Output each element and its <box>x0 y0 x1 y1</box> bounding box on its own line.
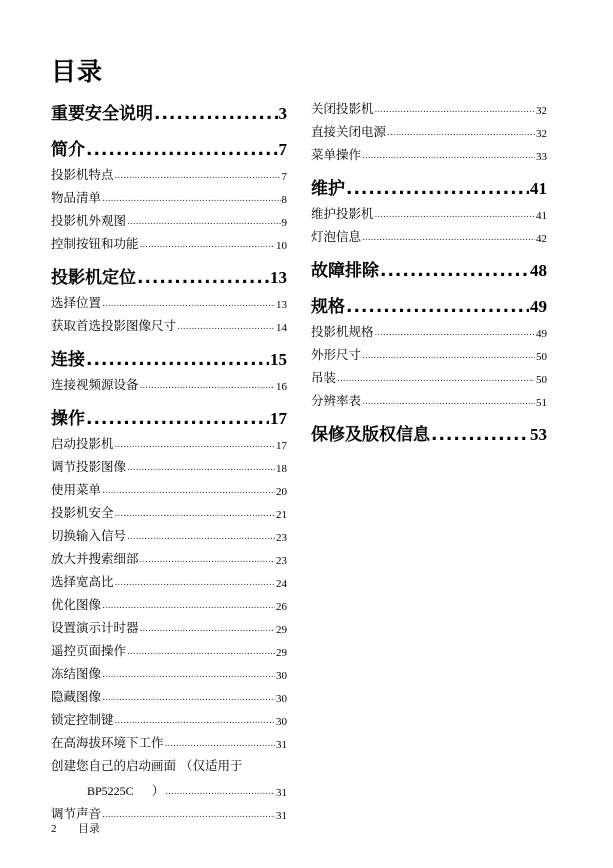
toc-section-entry[interactable] <box>51 475 287 498</box>
toc-entry-page: 29 <box>276 647 287 659</box>
toc-entry-page: 30 <box>276 670 287 682</box>
toc-entry-page: 23 <box>276 532 287 544</box>
toc-entry-label: 菜单操作 <box>311 147 362 162</box>
toc-chapter-entry[interactable] <box>51 130 287 160</box>
toc-leader-dots <box>140 240 275 252</box>
toc-entry-page: 31 <box>276 739 287 751</box>
toc-entry-page: 13 <box>270 268 287 287</box>
toc-entry-page: 48 <box>530 261 547 280</box>
toc-entry-page: 17 <box>270 409 287 428</box>
toc-entry-page: 29 <box>276 624 287 636</box>
toc-section-entry[interactable] <box>51 728 287 751</box>
toc-entry-label: 冻结图像 <box>51 666 102 681</box>
toc-leader-dots <box>86 350 269 370</box>
toc-entry-label: 直接关闭电源 <box>311 124 387 139</box>
toc-entry-label: 分辨率表 <box>311 393 362 408</box>
toc-entry-label: 关闭投影机 <box>311 101 374 116</box>
toc-entry-page: 3 <box>278 104 287 123</box>
toc-leader-dots <box>165 739 275 751</box>
toc-entry-label: 控制按钮和功能 <box>51 236 139 251</box>
toc-entry-page: 10 <box>276 240 287 252</box>
toc-section-entry[interactable] <box>51 160 287 183</box>
toc-entry-page: 50 <box>536 374 547 386</box>
toc-leader-dots <box>375 105 535 117</box>
toc-entry-label: 使用菜单 <box>51 482 102 497</box>
toc-entry-page: 41 <box>536 210 547 222</box>
toc-entry-label: 调节声音 <box>51 806 102 821</box>
toc-entry-label: 遥控页面操作 <box>51 643 127 658</box>
toc-entry-paren: ） <box>151 783 165 798</box>
toc-leader-dots <box>127 647 275 659</box>
toc-entry-label: 连接视频源设备 <box>51 377 139 392</box>
toc-leader-dots <box>102 693 275 705</box>
toc-section-entry-multiline[interactable] <box>51 751 287 774</box>
toc-leader-dots <box>115 509 275 521</box>
toc-entry-page: 18 <box>276 463 287 475</box>
toc-leader-dots <box>375 210 535 222</box>
toc-chapter-entry[interactable] <box>311 287 547 317</box>
toc-entry-label: 获取首选投影图像尺寸 <box>51 318 177 333</box>
toc-leader-dots <box>102 486 275 498</box>
toc-entry-page: 8 <box>281 194 287 206</box>
toc-entry-label: 外形尺寸 <box>311 347 362 362</box>
toc-entry-page: 49 <box>530 297 547 316</box>
toc-leader-dots <box>362 351 535 363</box>
toc-leader-dots <box>431 425 529 445</box>
toc-entry-label: 灯泡信息 <box>311 229 362 244</box>
toc-section-entry[interactable] <box>51 498 287 521</box>
toc-entry-page: 41 <box>530 179 547 198</box>
toc-entry-label: 在高海拔环境下工作 <box>51 735 164 750</box>
toc-entry-page: 51 <box>536 397 547 409</box>
toc-section-entry-multiline-cont[interactable] <box>51 774 287 799</box>
toc-leader-dots <box>127 532 275 544</box>
toc-section-entry[interactable] <box>51 452 287 475</box>
toc-entry-page: 20 <box>276 486 287 498</box>
toc-entry-label: 维护投影机 <box>311 206 374 221</box>
toc-section-entry[interactable] <box>51 521 287 544</box>
toc-right-column <box>311 94 547 445</box>
toc-entry-page: 50 <box>536 351 547 363</box>
toc-chapter-entry[interactable] <box>51 94 287 124</box>
toc-section-entry[interactable] <box>51 288 287 311</box>
toc-entry-label: 故障排除 <box>311 261 379 281</box>
toc-entry-label: 投影机定位 <box>51 268 136 288</box>
toc-section-entry[interactable] <box>51 567 287 590</box>
toc-entry-page: 24 <box>276 578 287 590</box>
toc-entry-label: 锁定控制键 <box>51 712 114 727</box>
toc-section-entry[interactable] <box>311 117 547 140</box>
toc-section-entry[interactable] <box>51 429 287 452</box>
toc-entry-model: BP5225C <box>87 784 134 798</box>
toc-entry-label: 投影机特点 <box>51 167 114 182</box>
toc-leader-dots <box>387 128 535 140</box>
toc-leader-dots <box>115 716 275 728</box>
toc-leader-dots <box>137 268 269 288</box>
toc-leader-dots <box>165 787 275 799</box>
toc-chapter-entry[interactable] <box>51 258 287 288</box>
toc-section-entry[interactable] <box>51 544 287 567</box>
toc-entry-page: 21 <box>276 509 287 521</box>
toc-entry-label: 调节投影图像 <box>51 459 127 474</box>
toc-section-entry[interactable] <box>311 340 547 363</box>
toc-leader-dots <box>115 578 275 590</box>
toc-leader-dots <box>102 194 280 206</box>
toc-entry-page: 15 <box>270 350 287 369</box>
toc-leader-dots <box>86 409 269 429</box>
toc-section-entry[interactable] <box>51 613 287 636</box>
toc-section-entry[interactable] <box>51 590 287 613</box>
toc-section-entry[interactable] <box>311 94 547 117</box>
page-footer <box>51 820 100 836</box>
toc-leader-dots <box>127 463 275 475</box>
footer-label: 目录 <box>78 822 100 835</box>
toc-section-entry[interactable] <box>311 363 547 386</box>
toc-entry-label: 连接 <box>51 350 85 370</box>
toc-leader-dots <box>154 104 278 124</box>
toc-entry-label: 投影机安全 <box>51 505 114 520</box>
toc-leader-dots <box>346 297 529 317</box>
toc-leader-dots <box>115 171 281 183</box>
toc-leader-dots <box>102 810 275 822</box>
toc-entry-label: 吊装 <box>311 370 337 385</box>
toc-entry-page: 42 <box>536 233 547 245</box>
toc-leader-dots <box>346 179 529 199</box>
toc-entry-label: 选择位置 <box>51 295 102 310</box>
toc-entry-label: 放大并搜索细部 <box>51 551 139 566</box>
toc-entry-page: 31 <box>276 810 287 822</box>
toc-leader-dots <box>127 217 280 229</box>
toc-chapter-entry[interactable] <box>311 169 547 199</box>
toc-section-entry[interactable] <box>51 206 287 229</box>
toc-entry-page: 14 <box>276 322 287 334</box>
toc-section-entry[interactable] <box>51 370 287 393</box>
toc-entry-page: 32 <box>536 105 547 117</box>
toc-entry-label: 优化图像 <box>51 597 102 612</box>
footer-page-number: 2 <box>51 823 57 835</box>
toc-entry-label: 切换输入信号 <box>51 528 127 543</box>
toc-entry-label: 保修及版权信息 <box>311 425 430 445</box>
toc-section-entry[interactable] <box>51 311 287 334</box>
toc-chapter-entry[interactable] <box>51 399 287 429</box>
toc-entry-label: 隐藏图像 <box>51 689 102 704</box>
toc-entry-label: 选择宽高比 <box>51 574 114 589</box>
toc-section-entry[interactable] <box>311 222 547 245</box>
toc-leader-dots <box>115 440 275 452</box>
toc-entry-page: 53 <box>530 425 547 444</box>
toc-leader-dots <box>380 261 529 281</box>
toc-entry-label: 物品清单 <box>51 190 102 205</box>
toc-entry-label: 简介 <box>51 140 85 160</box>
toc-section-entry[interactable] <box>311 386 547 409</box>
toc-leader-dots <box>375 328 535 340</box>
toc-leader-dots <box>362 233 535 245</box>
toc-entry-page: 49 <box>536 328 547 340</box>
toc-leader-dots <box>102 299 275 311</box>
toc-section-entry[interactable] <box>51 799 287 822</box>
toc-entry-label: 投影机外观图 <box>51 213 127 228</box>
toc-entry-label: 维护 <box>311 179 345 199</box>
toc-leader-dots <box>362 151 535 163</box>
toc-chapter-entry[interactable] <box>311 251 547 281</box>
toc-section-entry[interactable] <box>311 199 547 222</box>
toc-section-entry[interactable] <box>311 317 547 340</box>
toc-chapter-entry[interactable] <box>311 415 547 445</box>
toc-chapter-entry[interactable] <box>51 340 287 370</box>
toc-leader-dots <box>140 555 275 567</box>
toc-entry-page: 23 <box>276 555 287 567</box>
toc-section-entry[interactable] <box>51 659 287 682</box>
toc-entry-page: 31 <box>276 787 287 799</box>
toc-section-entry[interactable] <box>51 682 287 705</box>
toc-entry-page: 32 <box>536 128 547 140</box>
toc-leader-dots <box>140 381 275 393</box>
toc-entry-page: 13 <box>276 299 287 311</box>
toc-entry-label: 规格 <box>311 297 345 317</box>
toc-leader-dots <box>86 140 278 160</box>
toc-entry-page: 7 <box>278 140 287 159</box>
toc-entry-page: 26 <box>276 601 287 613</box>
toc-entry-page: 9 <box>281 217 287 229</box>
toc-section-entry[interactable] <box>51 705 287 728</box>
page-title: 目录 <box>51 57 104 86</box>
toc-entry-label: 重要安全说明 <box>51 104 153 124</box>
toc-entry-page: 30 <box>276 716 287 728</box>
toc-left-column <box>51 94 287 822</box>
toc-entry-label: 设置演示计时器 <box>51 620 139 635</box>
toc-leader-dots <box>337 374 535 386</box>
toc-section-entry[interactable] <box>51 183 287 206</box>
toc-entry-page: 17 <box>276 440 287 452</box>
toc-entry-page: 33 <box>536 151 547 163</box>
toc-leader-dots <box>140 624 275 636</box>
toc-entry-page: 30 <box>276 693 287 705</box>
toc-section-entry[interactable] <box>51 636 287 659</box>
toc-entry-label: 操作 <box>51 409 85 429</box>
toc-entry-label: 启动投影机 <box>51 436 114 451</box>
toc-section-entry[interactable] <box>311 140 547 163</box>
toc-entry-label: 创建您自己的启动画面 （仅适用于 <box>51 758 243 773</box>
toc-leader-dots <box>102 601 275 613</box>
toc-section-entry[interactable] <box>51 229 287 252</box>
toc-entry-page: 7 <box>281 171 287 183</box>
toc-leader-dots <box>177 322 275 334</box>
toc-leader-dots <box>362 397 535 409</box>
toc-entry-page: 16 <box>276 381 287 393</box>
toc-entry-label: 投影机规格 <box>311 324 374 339</box>
toc-leader-dots <box>102 670 275 682</box>
